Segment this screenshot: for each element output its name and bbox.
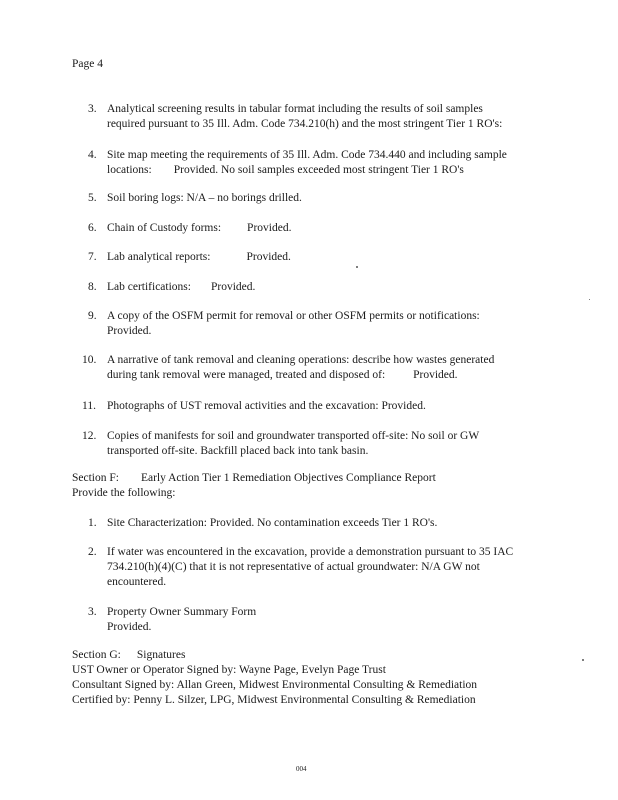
item-number: 7. — [88, 251, 97, 263]
item-value: Provided. — [246, 251, 291, 263]
item-number: 12. — [82, 430, 97, 442]
list-item — [82, 429, 538, 459]
section-g-signatures — [72, 648, 552, 708]
list-item — [82, 353, 538, 383]
item-number: 5. — [88, 192, 97, 204]
item-label: Lab analytical reports: — [107, 251, 211, 263]
item-number: 3. — [88, 606, 97, 618]
item-text: encountered. — [107, 576, 167, 588]
item-value: Provided. — [413, 369, 458, 381]
item-text: Site map meeting the requirements of 35 Ill. Adm. Code 734.440 and including sample — [107, 149, 507, 161]
item-text: Property Owner Summary Form — [107, 606, 257, 618]
list-item — [88, 280, 538, 295]
signature-line: Certified by: Penny L. Silzer, LPG, Midwest Environmental Consulting & Remediation — [72, 694, 476, 706]
section-title: Early Action Tier 1 Remediation Objectives Compliance Report — [140, 472, 436, 484]
list-item — [88, 250, 538, 265]
scan-speck — [356, 266, 358, 268]
item-text: Analytical screening results in tabular format including the results of soil samples — [107, 103, 483, 115]
list-item — [88, 148, 538, 178]
item-number: 3. — [88, 103, 97, 115]
list-item — [88, 221, 538, 236]
item-text: Provided. — [107, 621, 152, 633]
item-label: Lab certifications: — [107, 281, 191, 293]
section-f-heading — [72, 471, 542, 501]
item-label: locations: — [107, 164, 152, 176]
item-number: 11. — [82, 400, 96, 412]
list-item — [82, 399, 538, 414]
section-label: Section F: — [72, 472, 119, 484]
item-value: Provided. No soil samples exceeded most stringent Tier 1 RO's — [173, 164, 464, 176]
list-item — [88, 102, 538, 132]
list-item — [88, 309, 538, 339]
item-text: Soil boring logs: N/A – no borings drilled. — [107, 192, 302, 204]
item-text: A narrative of tank removal and cleaning operations: describe how wastes generated — [107, 354, 495, 366]
page-code: 004 — [296, 765, 307, 773]
item-text: Photographs of UST removal activities and the excavation: Provided. — [107, 400, 426, 412]
list-item — [88, 516, 538, 531]
item-value: Provided. — [247, 222, 292, 234]
scan-speck — [582, 659, 584, 661]
item-text: Provided. — [107, 325, 152, 337]
list-item — [88, 191, 538, 206]
item-number: 1. — [88, 517, 97, 529]
item-label: during tank removal were managed, treated and disposed of: — [107, 369, 386, 381]
item-text: A copy of the OSFM permit for removal or other OSFM permits or notifications: — [107, 310, 480, 322]
signature-line: Consultant Signed by: Allan Green, Midwest Environmental Consulting & Remediation — [72, 679, 478, 691]
page-number-header: Page 4 — [72, 58, 103, 70]
item-text: required pursuant to 35 Ill. Adm. Code 734.210(h) and the most stringent Tier 1 RO's: — [107, 118, 503, 130]
list-item — [88, 605, 538, 635]
section-title: Signatures — [136, 649, 186, 661]
item-number: 8. — [88, 281, 97, 293]
item-number: 4. — [88, 149, 97, 161]
list-item — [88, 545, 538, 590]
item-label: Chain of Custody forms: — [107, 222, 222, 234]
item-text: If water was encountered in the excavation, provide a demonstration pursuant to 35 IAC — [107, 546, 514, 558]
item-number: 10. — [82, 354, 97, 366]
section-intro: Provide the following: — [72, 487, 176, 499]
item-text: 734.210(h)(4)(C) that it is not representative of actual groundwater: N/A GW not — [107, 561, 480, 573]
item-value: Provided. — [210, 281, 256, 293]
section-label: Section G: — [72, 649, 121, 661]
item-number: 6. — [88, 222, 97, 234]
item-text: transported off-site. Backfill placed back into tank basin. — [107, 445, 369, 457]
item-text: Site Characterization: Provided. No contamination exceeds Tier 1 RO's. — [107, 517, 438, 529]
scan-speck — [589, 299, 590, 300]
signature-line: UST Owner or Operator Signed by: Wayne Page, Evelyn Page Trust — [72, 664, 386, 676]
item-number: 2. — [88, 546, 97, 558]
item-number: 9. — [88, 310, 97, 322]
item-text: Copies of manifests for soil and groundwater transported off-site: No soil or GW — [107, 430, 480, 442]
